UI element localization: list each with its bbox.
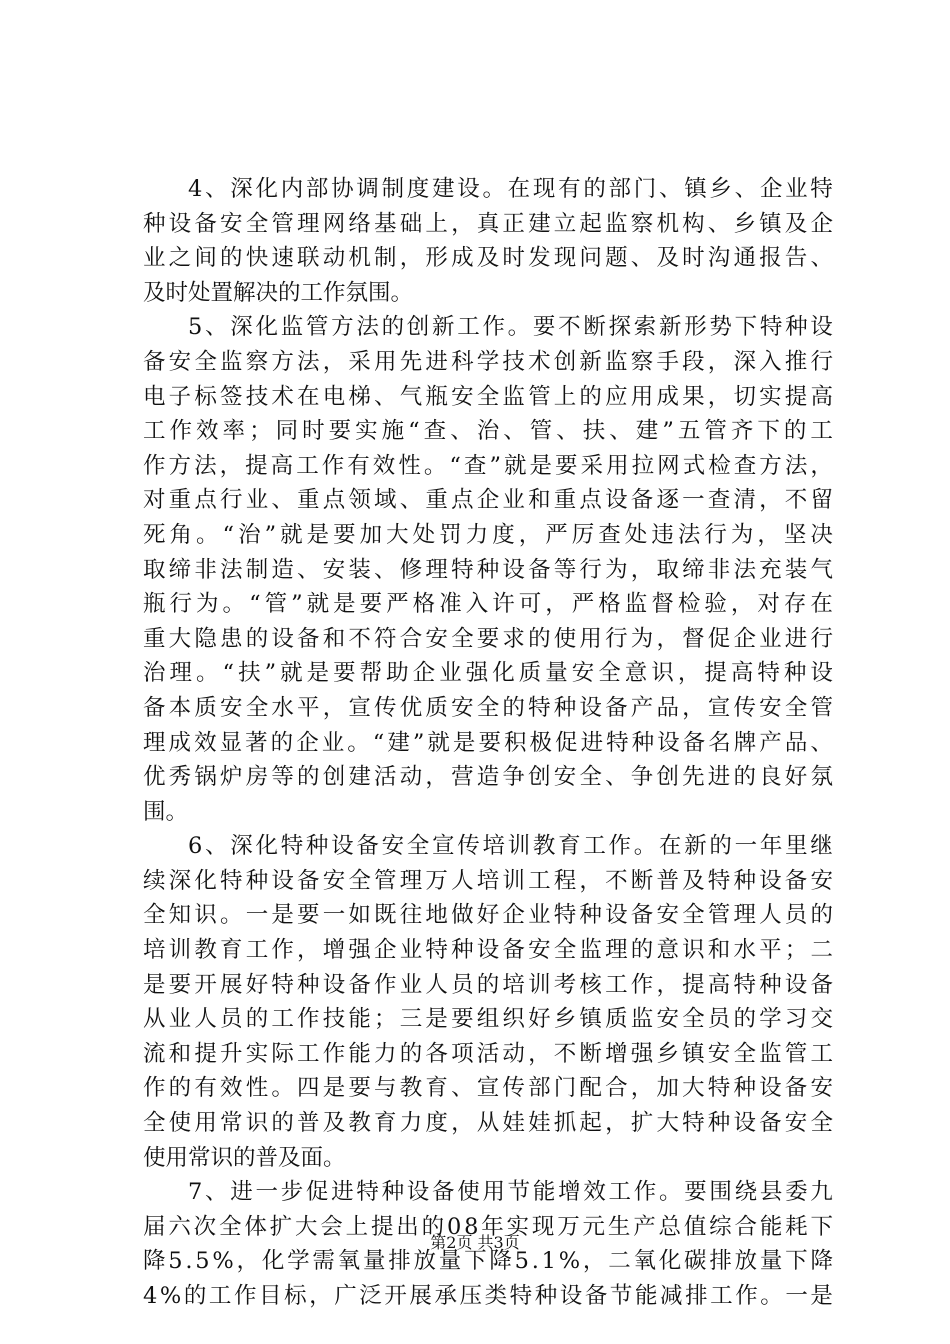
paragraph-4-line: 及时处置解决的工作氛围。: [143, 279, 414, 306]
paragraph-5-line: 治 理 。 “ 扶 ” 就 是 要 帮 助 企 业 强 化 质 量 安 全 意 识 ， 提 高 特 种 设: [143, 660, 833, 687]
paragraph-7-line: 届 六 次 全 体 扩 大 会 上 提 出 的 0 8 年 实 现 万 元 生 产 总 值 综 合 能 耗 下: [143, 1213, 833, 1240]
paragraph-5-line: 对 重 点 行 业 、 重 点 领 域 、 重 点 企 业 和 重 点 设 备 逐 一 查 清 ， 不 留: [143, 487, 833, 514]
paragraph-6-line: 全 知 识 。 一 是 要 一 如 既 往 地 做 好 企 业 特 种 设 备 安 全 管 理 人 员 的: [143, 902, 833, 929]
paragraph-6-line: 作 的 有 效 性 。 四 是 要 与 教 育 、 宣 传 部 门 配 合 ， 加 大 特 种 设 备 安: [143, 1075, 833, 1102]
paragraph-6-line: 6 、 深 化 特 种 设 备 安 全 宣 传 培 训 教 育 工 作 。 在 新 的 一 年 里 继: [188, 833, 833, 860]
paragraph-5-line: 备 安 全 监 察 方 法 ， 采 用 先 进 科 学 技 术 创 新 监 察 手 段 ， 深 入 推 行: [143, 348, 833, 375]
paragraph-4-line: 业 之 间 的 快 速 联 动 机 制 ， 形 成 及 时 发 现 问 题 、 及 时 沟 通 报 告 、: [143, 245, 833, 272]
paragraph-5-line: 围。: [143, 798, 189, 825]
paragraph-5-line: 备 本 质 安 全 水 平 ， 宣 传 优 质 安 全 的 特 种 设 备 产 品 ， 宣 传 安 全 管: [143, 694, 833, 721]
document-body: [143, 172, 833, 1314]
paragraph-6-line: 从 业 人 员 的 工 作 技 能 ； 三 是 要 组 织 好 乡 镇 质 监 安 全 员 的 学 习 交: [143, 1006, 833, 1033]
paragraph-6-line: 是 要 开 展 好 特 种 设 备 作 业 人 员 的 培 训 考 核 工 作 ， 提 高 特 种 设 备: [143, 971, 833, 998]
paragraph-5-line: 理 成 效 显 著 的 企 业 。 “ 建 ” 就 是 要 积 极 促 进 特 种 设 备 名 牌 产 品 、: [143, 729, 833, 756]
paragraph-5-line: 优 秀 锅 炉 房 等 的 创 建 活 动 ， 营 造 争 创 安 全 、 争 创 先 进 的 良 好 氛: [143, 764, 833, 791]
paragraph-5-line: 5 、 深 化 监 管 方 法 的 创 新 工 作 。 要 不 断 探 索 新 形 势 下 特 种 设: [188, 314, 833, 341]
paragraph-6-line: 培 训 教 育 工 作 ， 增 强 企 业 特 种 设 备 安 全 监 理 的 意 识 和 水 平 ； 二: [143, 937, 833, 964]
paragraph-4-line: 4 、 深 化 内 部 协 调 制 度 建 设 。 在 现 有 的 部 门 、 镇 乡 、 企 业 特: [188, 176, 833, 202]
paragraph-5-line: 取 缔 非 法 制 造 、 安 装 、 修 理 特 种 设 备 等 行 为 ， 取 缔 非 法 充 装 气: [143, 556, 833, 583]
paragraph-5-line: 作 方 法 ， 提 高 工 作 有 效 性 。 “ 查 ” 就 是 要 采 用 拉 网 式 检 查 方 法 ，: [143, 452, 833, 479]
paragraph-5-line: 死 角 。 “ 治 ” 就 是 要 加 大 处 罚 力 度 ， 严 厉 查 处 违 法 行 为 ， 坚 决: [143, 521, 833, 548]
paragraph-6-line: 流 和 提 升 实 际 工 作 能 力 的 各 项 活 动 ， 不 断 增 强 乡 镇 安 全 监 管 工: [143, 1040, 833, 1067]
paragraph-5-line: 瓶 行 为 。 “ 管 ” 就 是 要 严 格 准 入 许 可 ， 严 格 监 督 检 验 ， 对 存 在: [143, 591, 833, 618]
paragraph-4-line: 种 设 备 安 全 管 理 网 络 基 础 上 ， 真 正 建 立 起 监 察 机 构 、 乡 镇 及 企: [143, 210, 833, 237]
paragraph-5-line: 重 大 隐 患 的 设 备 和 不 符 合 安 全 要 求 的 使 用 行 为 ， 督 促 企 业 进 行: [143, 625, 833, 652]
paragraph-7-line: 降 5 . 5 % ， 化 学 需 氧 量 排 放 量 下 降 5 . 1 % ， 二 氧 化 碳 排 放 量 下 降: [143, 1248, 833, 1275]
paragraph-7-line: 4 % 的 工 作 目 标 ， 广 泛 开 展 承 压 类 特 种 设 备 节 能 减 排 工 作 。 一 是: [143, 1283, 833, 1309]
page-footer: 第2页 共3页: [430, 1233, 520, 1252]
paragraph-6-line: 全 使 用 常 识 的 普 及 教 育 力 度 ， 从 娃 娃 抓 起 ， 扩 大 特 种 设 备 安 全: [143, 1110, 833, 1137]
paragraph-6-line: 续 深 化 特 种 设 备 安 全 管 理 万 人 培 训 工 程 ， 不 断 普 及 特 种 设 备 安: [143, 867, 833, 894]
paragraph-7-line: 7 、 进 一 步 促 进 特 种 设 备 使 用 节 能 增 效 工 作 。 要 围 绕 县 委 九: [188, 1179, 833, 1206]
paragraph-6-line: 使用常识的普及面。: [143, 1144, 346, 1171]
paragraph-5-line: 电 子 标 签 技 术 在 电 梯 、 气 瓶 安 全 监 管 上 的 应 用 成 果 ， 切 实 提 高: [143, 383, 833, 410]
paragraph-5-line: 工 作 效 率 ； 同 时 要 实 施 “ 查 、 治 、 管 、 扶 、 建 ” 五 管 齐 下 的 工: [143, 418, 833, 445]
